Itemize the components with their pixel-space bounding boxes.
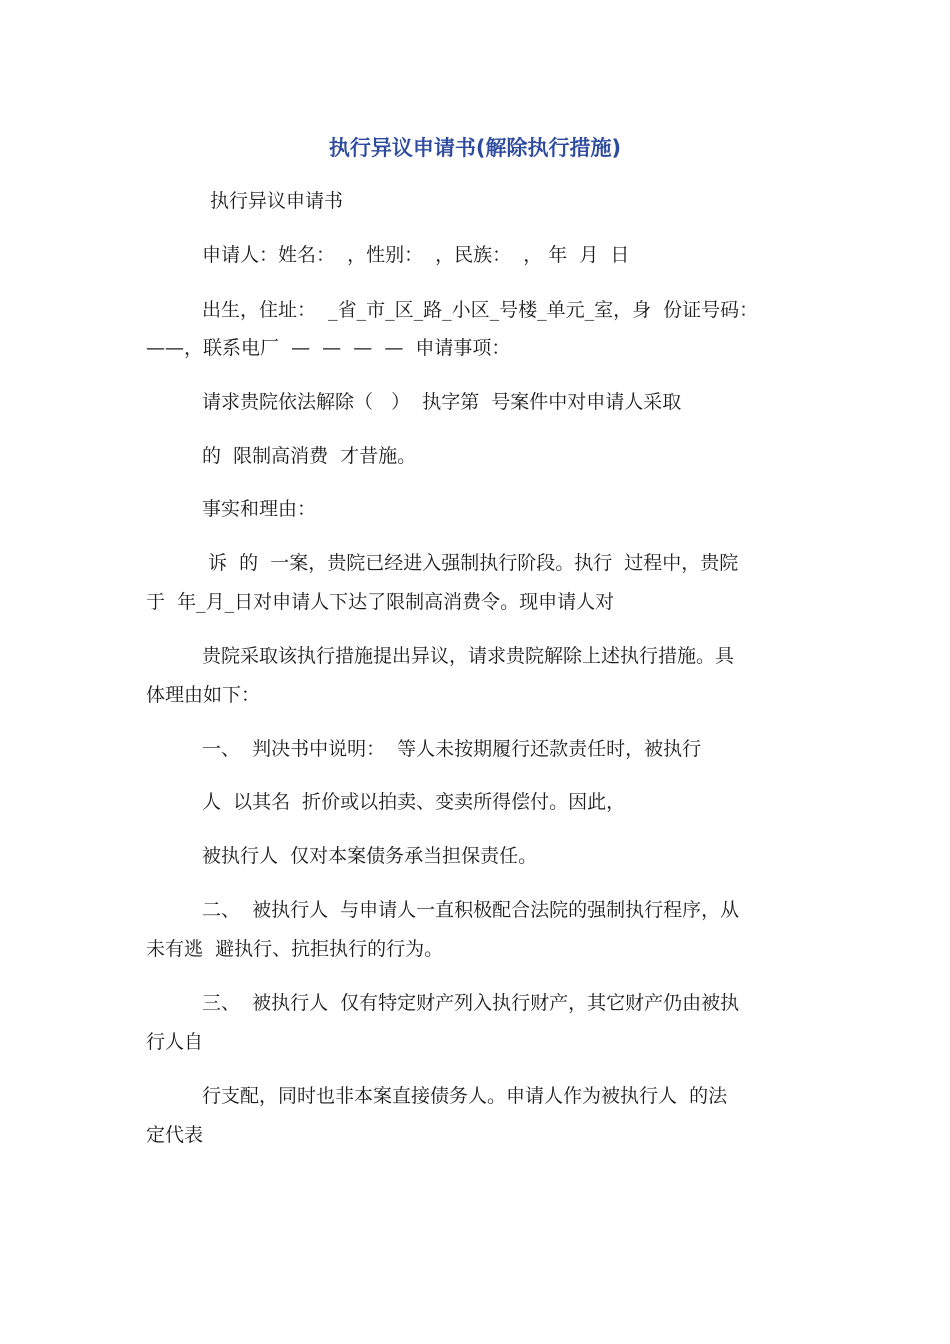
request-line-2: 的 限制高消费 才昔施。 bbox=[202, 445, 417, 467]
request-line-1: 请求贵院依法解除（ ） 执字第 号案件中对申请人采取 bbox=[202, 391, 682, 413]
reason-one-line-3: 被执行人 仅对本案债务承当担保责任。 bbox=[202, 845, 538, 867]
reason-three-line-4: 定代表 bbox=[146, 1124, 204, 1146]
reason-one-line-1: 一、 判决书中说明： 等人未按期履行还款责任时，被执行 bbox=[202, 738, 702, 760]
facts-line-2: 于 年_月_日对申请人下达了限制高消费令。现申请人对 bbox=[146, 591, 615, 613]
reason-three-line-2: 行人自 bbox=[146, 1031, 204, 1053]
document-title: 执行异议申请书(解除执行措施) bbox=[328, 136, 622, 160]
facts-line-1: 诉 的 一案，贵院已经进入强制执行阶段。执行 过程中，贵院 bbox=[202, 552, 739, 574]
reason-two-line-1: 二、 被执行人 与申请人一直积极配合法院的强制执行程序，从 bbox=[202, 899, 740, 921]
reason-three-line-3: 行支配，同时也非本案直接债务人。申请人作为被执行人 的法 bbox=[202, 1085, 728, 1107]
reason-two-line-2: 未有逃 避执行、抗拒执行的行为。 bbox=[146, 938, 444, 960]
applicant-info-line: 申请人：姓名： ，性别： ，民族： ， 年 月 日 bbox=[202, 244, 630, 266]
facts-line-4: 体理由如下： bbox=[146, 684, 261, 706]
facts-line-3: 贵院采取该执行措施提出异议，请求贵院解除上述执行措施。具 bbox=[202, 645, 735, 667]
facts-heading: 事实和理由： bbox=[202, 498, 317, 520]
address-line: 出生，住址： _省_市_区_路_小区_号楼_单元_室，身 份证号码： bbox=[202, 299, 759, 321]
reason-three-line-1: 三、 被执行人 仅有特定财产列入执行财产，其它财产仍由被执 bbox=[202, 992, 740, 1014]
contact-line: ——，联系电厂 — — — — 申请事项： bbox=[146, 337, 511, 359]
reason-one-line-2: 人 以其名 折价或以拍卖、变卖所得偿付。因此， bbox=[202, 791, 626, 813]
subtitle-line: 执行异议申请书 bbox=[210, 190, 344, 212]
